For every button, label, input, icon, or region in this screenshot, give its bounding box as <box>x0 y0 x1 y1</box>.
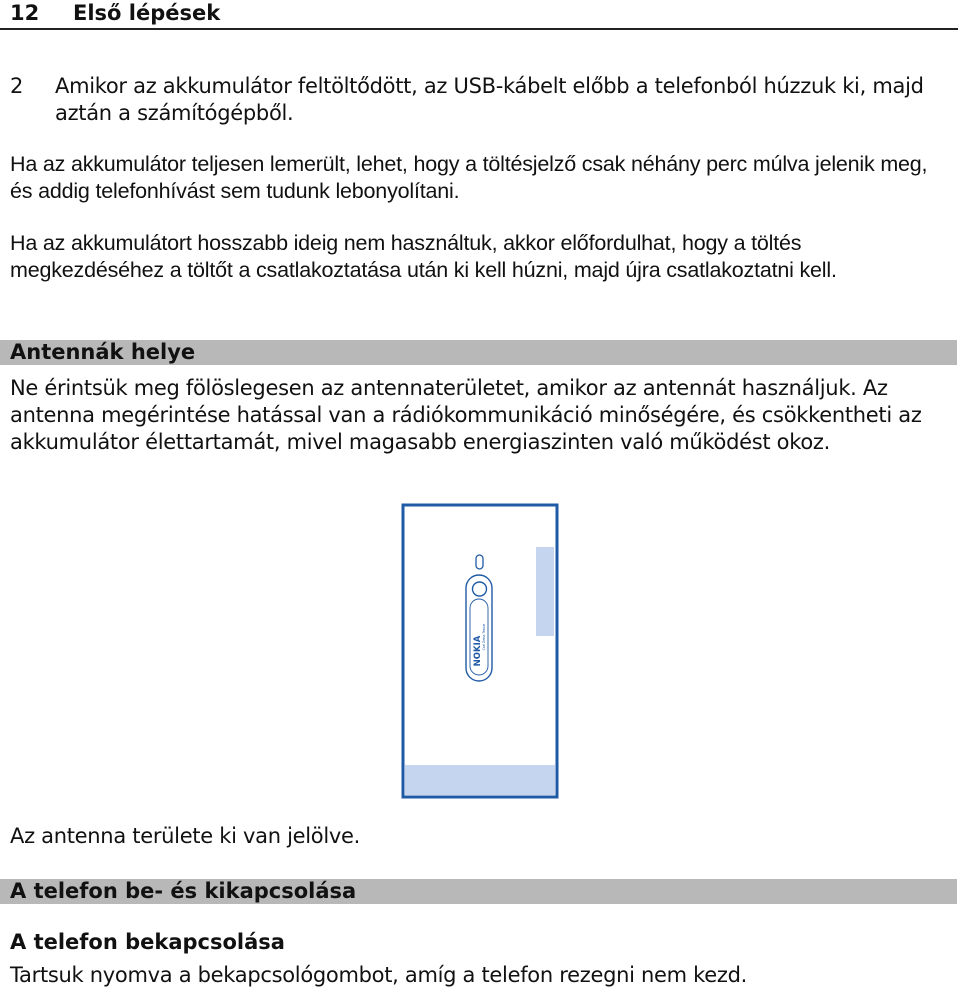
section-heading-text: A telefon be- és kikapcsolása <box>10 879 357 903</box>
figure-caption: Az antenna területe ki van jelölve. <box>10 824 360 848</box>
paragraph-empty-battery: Ha az akkumulátor teljesen lemerült, lehet, hogy a töltésjelző csak néhány perc múlva jelenik meg, és addig telefonhívást sem tudunk lebonyolítani. <box>10 152 928 203</box>
step-text: Amikor az akkumulátor feltöltődött, az USB-kábelt előbb a telefonból húzzuk ki, majd aztán a számítógépből. <box>55 74 924 125</box>
page-number: 12 <box>10 1 40 25</box>
antenna-area-bottom <box>405 765 555 795</box>
paragraph-antenna: Ne érintsük meg fölöslegesen az antennaterületet, amikor az antennát használjuk. Az antenna megérintése hatással van a rádiókommunikáció minőségére, és csökkentheti az akkumulátor élettartamát, mivel magasabb energiaszinten való működést okoz. <box>10 376 922 454</box>
page-header <box>0 0 958 30</box>
section-heading-antenna <box>0 340 957 365</box>
zeiss-small-print: Carl Zeiss Tessar <box>482 623 486 651</box>
section-title: Első lépések <box>73 1 221 25</box>
paragraph-power-on: Tartsuk nyomva a bekapcsológombot, amíg a telefon rezegni nem kezd. <box>10 963 748 987</box>
subheading-power-on: A telefon bekapcsolása <box>10 930 285 954</box>
antenna-area-right <box>536 547 554 636</box>
nokia-logo: NOKIA <box>473 635 483 667</box>
phone-antenna-figure <box>400 502 560 800</box>
section-heading-power <box>0 879 957 904</box>
step-number: 2 <box>10 74 24 98</box>
section-heading-text: Antennák helye <box>10 340 196 364</box>
paragraph-long-unused: Ha az akkumulátort hosszabb ideig nem használtuk, akkor előfordulhat, hogy a töltés megkezdéséhez a töltőt a csatlakoztatása után ki kell húzni, majd újra csatlakoztatni kell. <box>10 231 837 282</box>
